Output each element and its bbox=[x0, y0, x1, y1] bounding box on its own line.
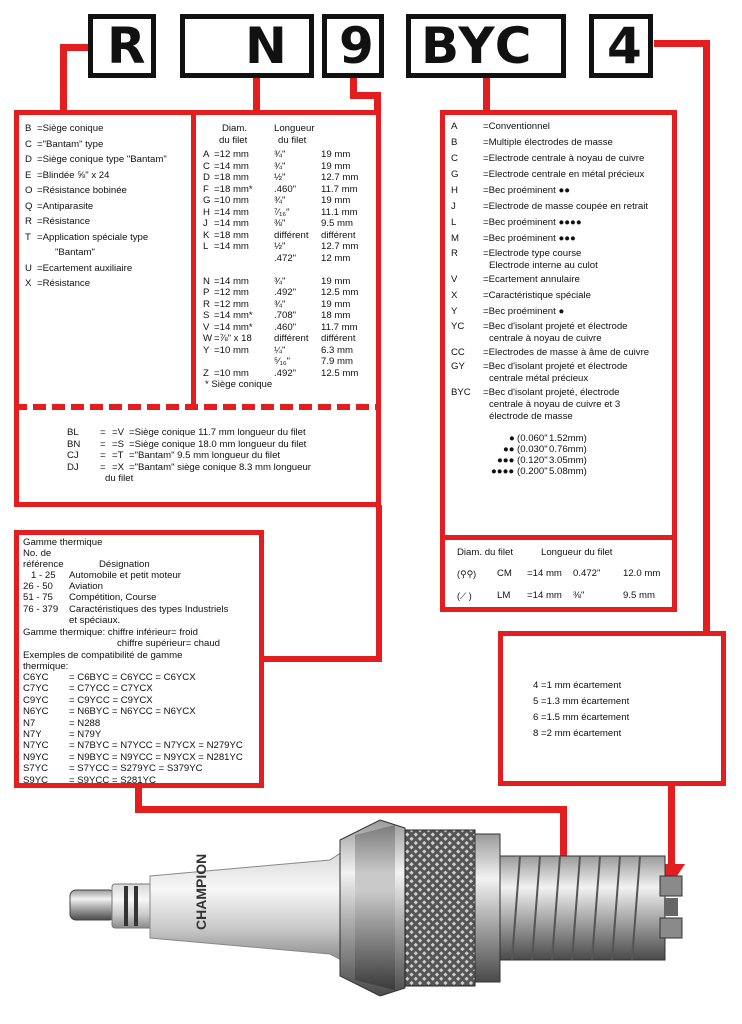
thread-row-code: Z bbox=[203, 367, 209, 379]
seat-type-key: X bbox=[25, 278, 32, 289]
bantam-eq: = bbox=[100, 461, 106, 473]
thread-row-code: F bbox=[203, 183, 209, 195]
electrode-key: A bbox=[451, 121, 458, 132]
thread-row-code: J bbox=[203, 218, 208, 229]
bantam-code: DJ bbox=[67, 461, 79, 473]
gap-item: 5 =1.3 mm écartement bbox=[533, 696, 630, 707]
heat-range-designation: Caractéristiques des types Industriels bbox=[69, 603, 229, 615]
thread-row-inch: ½" bbox=[274, 241, 286, 252]
electrode-value: centrale à noyau de cuivre bbox=[489, 333, 602, 344]
thread-row-diam: =12 mm bbox=[214, 287, 249, 298]
heat-compat-equiv: = N6BYC = N6YCC = N6YCX bbox=[69, 706, 196, 718]
projection-dots: ●●●● bbox=[491, 466, 515, 477]
electrode-key: GY bbox=[451, 361, 465, 372]
thread-row-code: W bbox=[203, 333, 213, 344]
thread-row-inch: ⁷⁄₁₆" bbox=[274, 206, 290, 218]
heat-compat-equiv: = N79Y bbox=[69, 729, 102, 740]
gap-item: 4 =1 mm écartement bbox=[533, 680, 622, 691]
electrode-value: =Multiple électrodes de masse bbox=[483, 137, 613, 148]
thread-row-inch: ⁵⁄₁₆" bbox=[274, 356, 291, 367]
projection-dots: ●●● bbox=[497, 455, 515, 466]
projection-dots: ● bbox=[509, 433, 515, 444]
heat-range-numbers: 26 - 50 bbox=[23, 581, 53, 593]
heat-ref-label: référence bbox=[23, 559, 64, 570]
electrode-key: X bbox=[451, 290, 458, 301]
heat-title: Gamme thermique bbox=[23, 537, 103, 548]
heat-compat-equiv: = N9BYC = N9YCC = N9YCX = N281YC bbox=[69, 751, 243, 763]
seat-type-key: T bbox=[25, 231, 31, 243]
projection-inch: (0.120" bbox=[517, 455, 548, 466]
thread-header: Longueur bbox=[274, 123, 315, 134]
heat-compat-title: thermique: bbox=[23, 661, 69, 672]
seat-type-key: B bbox=[25, 123, 32, 134]
thread-row-inch: ¾" bbox=[274, 298, 286, 310]
thread-row-code: V bbox=[203, 321, 210, 333]
projection-mm: 3.05mm) bbox=[549, 455, 587, 466]
heat-range-panel bbox=[14, 530, 264, 788]
thread-row-inch: .472" bbox=[274, 252, 297, 264]
heat-compat-equiv: = S9YCC = S281YC bbox=[69, 774, 156, 786]
electrode-value: centrale à noyau de cuivre et 3 bbox=[489, 399, 621, 410]
seat-type-value: =Résistance bbox=[37, 216, 91, 227]
thread-row-diam: =10 mm bbox=[214, 367, 249, 379]
thread-row-mm: 19 mm bbox=[321, 160, 351, 172]
heat-compat-equiv: = N7BYC = N7YCC = N7YCX = N279YC bbox=[69, 740, 243, 752]
bantam-description: =Siège conique 18.0 mm longueur du filet bbox=[129, 438, 307, 450]
thread-row-diam: =⅞" x 18 bbox=[214, 333, 252, 344]
seat-type-value: =Antiparasite bbox=[37, 200, 94, 212]
projection-inch: (0.200" bbox=[517, 466, 548, 477]
electrode-key: CC bbox=[451, 347, 465, 358]
thread-row-diam: =10 mm bbox=[214, 195, 249, 206]
heat-compat-equiv: = C6BYC = C6YCC = C6YCX bbox=[69, 672, 196, 683]
thread-row-code: C bbox=[203, 160, 210, 172]
seat-type-key: E bbox=[25, 169, 32, 181]
electrode-value: =Bec proéminent ●●●● bbox=[483, 217, 582, 228]
thread-row-mm: 12.5 mm bbox=[321, 367, 359, 379]
electrode-key: B bbox=[451, 137, 458, 148]
thread-row-code: G bbox=[203, 195, 211, 206]
seat-type-value: =Siège conique type "Bantam" bbox=[37, 154, 167, 165]
thread-footnote: * Siège conique bbox=[205, 379, 273, 390]
heat-range-designation: Automobile et petit moteur bbox=[69, 570, 181, 581]
thread-row-inch: ¾" bbox=[274, 149, 286, 160]
electrode-key: C bbox=[451, 153, 458, 164]
heat-note: chiffre supérieur= chaud bbox=[117, 638, 221, 649]
thread-row-code: R bbox=[203, 298, 210, 310]
thread-row-mm: 12.5 mm bbox=[321, 287, 359, 298]
heat-range-designation: Compétition, Course bbox=[69, 592, 157, 604]
thread-row-code: D bbox=[203, 172, 210, 183]
heat-range-designation: et spéciaux. bbox=[69, 614, 121, 626]
projection-dots: ●● bbox=[503, 444, 515, 455]
thread-row-mm: 6.3 mm bbox=[321, 344, 353, 356]
thread-row-diam: =14 mm bbox=[214, 206, 249, 218]
thread-row-diam: =12 mm bbox=[214, 149, 249, 160]
seat-type-value: =Ecartement auxiliaire bbox=[37, 262, 133, 274]
heat-compat-ref: N9YC bbox=[23, 751, 49, 763]
moto-diam: =14 mm bbox=[527, 590, 562, 601]
thread-row-inch: ¼" bbox=[274, 344, 286, 356]
bantam-panel bbox=[14, 405, 381, 507]
code-box-gap bbox=[589, 14, 653, 78]
seat-type-value: =Blindée ⅝" x 24 bbox=[37, 169, 110, 181]
seat-type-key: U bbox=[25, 262, 32, 274]
thread-row-inch: .492" bbox=[274, 287, 297, 298]
thread-row-code: Y bbox=[203, 344, 210, 356]
thread-row-diam: =14 mm* bbox=[214, 310, 253, 321]
projection-inch: (0.060" bbox=[517, 433, 548, 444]
code-box-electrode bbox=[406, 14, 566, 78]
electrode-value: électrode de masse bbox=[489, 411, 573, 422]
electrode-value: =Conventionnel bbox=[483, 121, 550, 132]
electrode-value: centrale métal précieux bbox=[489, 373, 589, 384]
thread-row-diam: =10 mm bbox=[214, 344, 249, 356]
code-box-heat bbox=[322, 14, 384, 78]
heat-compat-title: Exemples de compatibilité de gamme bbox=[23, 650, 183, 661]
thread-row-inch: ¾" bbox=[274, 275, 286, 287]
thread-row-mm: 19 mm bbox=[321, 149, 351, 160]
heat-compat-ref: N6YC bbox=[23, 706, 49, 718]
seat-type-key: Q bbox=[25, 200, 33, 212]
heat-compat-ref: C6YC bbox=[23, 672, 49, 683]
projection-inch: (0.030" bbox=[517, 444, 548, 455]
thread-row-code: S bbox=[203, 310, 210, 321]
electrode-value: =Ecartement annulaire bbox=[483, 274, 580, 285]
thread-row-mm: 19 mm bbox=[321, 275, 351, 287]
thread-row-diam: =14 mm* bbox=[214, 321, 253, 333]
thread-row-inch: ¾" bbox=[274, 195, 286, 206]
electrode-key: Y bbox=[451, 306, 458, 317]
heat-designation-label: Désignation bbox=[99, 559, 150, 570]
bantam-eq: = bbox=[100, 427, 106, 438]
moto-header: Longueur du filet bbox=[541, 547, 613, 558]
thread-row-mm: différent bbox=[321, 333, 356, 344]
electrode-key: G bbox=[451, 169, 459, 180]
electrode-value: =Electrode centrale en métal précieux bbox=[483, 169, 645, 180]
thread-row-inch: .460" bbox=[274, 183, 297, 195]
thread-row-inch: ¾" bbox=[274, 160, 286, 172]
bantam-alias: =T bbox=[112, 450, 124, 462]
electrode-value: =Electrode type course bbox=[483, 248, 582, 259]
thread-row-inch: .708" bbox=[274, 310, 297, 321]
heat-compat-ref: N7 bbox=[23, 717, 36, 729]
electrode-key: BYC bbox=[451, 387, 471, 398]
bantam-code: BN bbox=[67, 438, 81, 450]
moto-mm: 9.5 mm bbox=[623, 590, 655, 601]
code-box-seat bbox=[88, 14, 156, 78]
heat-compat-equiv: = C9YCC = C9YCX bbox=[69, 694, 153, 706]
bantam-alias: =X bbox=[112, 461, 125, 473]
electrode-key: J bbox=[451, 201, 456, 212]
seat-type-key: D bbox=[25, 154, 32, 165]
heat-note: Gamme thermique: chiffre inférieur= froid bbox=[23, 627, 198, 638]
electrode-key: H bbox=[451, 185, 458, 196]
moto-code: LM bbox=[497, 590, 511, 601]
thread-row-mm: 7.9 mm bbox=[321, 356, 353, 367]
thread-row-mm: 19 mm bbox=[321, 195, 351, 206]
thread-header: du filet bbox=[219, 135, 248, 146]
electrode-value: =Bec d'isolant projeté et électrode bbox=[483, 361, 628, 372]
code-box-thread bbox=[180, 14, 314, 78]
thread-row-mm: 11.7 mm bbox=[321, 321, 358, 333]
thread-row-code: N bbox=[203, 275, 210, 287]
thread-row-code: P bbox=[203, 287, 210, 298]
thread-row-code: K bbox=[203, 229, 210, 241]
seat-type-value: =Siège conique bbox=[37, 123, 104, 134]
projection-mm: 0.76mm) bbox=[549, 444, 587, 455]
thread-row-mm: 18 mm bbox=[321, 310, 351, 321]
moto-mm: 12.0 mm bbox=[623, 568, 661, 579]
thread-row-diam: =18 mm* bbox=[214, 183, 253, 195]
seat-thread-panel bbox=[14, 110, 381, 413]
seat-type-value: =Résistance bobinée bbox=[37, 185, 127, 196]
electrode-key: M bbox=[451, 233, 459, 244]
electrode-value: =Bec proéminent ●●● bbox=[483, 233, 576, 244]
thread-row-diam: =14 mm bbox=[214, 241, 249, 252]
electrode-key: L bbox=[451, 217, 457, 228]
electrode-value: =Bec proéminent ● bbox=[483, 306, 565, 317]
thread-row-diam: =18 mm bbox=[214, 229, 249, 241]
electrode-panel bbox=[440, 110, 677, 612]
plug-brand: CHAMPION bbox=[193, 853, 209, 930]
thread-row-mm: 12 mm bbox=[321, 252, 351, 264]
seat-type-value: =Application spéciale type bbox=[37, 231, 149, 243]
electrode-value: =Electrode centrale à noyau de cuivre bbox=[483, 153, 645, 164]
seat-type-value: "Bantam" bbox=[55, 247, 95, 258]
code-letter-heat: 9 bbox=[339, 17, 376, 75]
code-letter-electrode: BYC bbox=[421, 17, 534, 75]
bantam-code: CJ bbox=[67, 450, 79, 462]
gap-panel bbox=[498, 631, 726, 786]
moto-header: Diam. du filet bbox=[457, 547, 513, 558]
thread-row-mm: 12.7 mm bbox=[321, 172, 359, 183]
heat-compat-ref: C7YC bbox=[23, 683, 49, 695]
code-letter-thread: N bbox=[245, 17, 289, 75]
thread-row-inch: différent bbox=[274, 333, 309, 344]
moto-inch: 0.472" bbox=[573, 568, 601, 579]
thread-row-mm: différent bbox=[321, 229, 356, 241]
code-letter-gap: 4 bbox=[607, 17, 644, 75]
heat-range-numbers: 51 - 75 bbox=[23, 592, 53, 604]
thread-row-diam: =14 mm bbox=[214, 218, 249, 229]
electrode-key: V bbox=[451, 274, 458, 285]
electrode-value: =Bec d'isolant projeté, électrode bbox=[483, 387, 620, 398]
thread-row-mm: 9.5 mm bbox=[321, 218, 353, 229]
heat-ref-label: No. de bbox=[23, 548, 52, 559]
bantam-alias: =S bbox=[112, 438, 125, 450]
bantam-description: ="Bantam" siège conique 8.3 mm longueur bbox=[129, 461, 312, 473]
gap-item: 6 =1.5 mm écartement bbox=[533, 712, 630, 723]
bantam-description: =Siège conique 11.7 mm longueur du filet bbox=[129, 427, 306, 438]
thread-row-inch: .492" bbox=[274, 367, 297, 379]
electrode-value: Electrode interne au culot bbox=[489, 260, 598, 271]
seat-type-key: R bbox=[25, 216, 32, 227]
heat-compat-equiv: = N288 bbox=[69, 717, 101, 729]
thread-row-code: A bbox=[203, 149, 210, 160]
heat-compat-ref: S9YC bbox=[23, 774, 49, 786]
gap-item: 8 =2 mm écartement bbox=[533, 728, 622, 739]
electrode-value: =Electrodes de masse à âme de cuivre bbox=[483, 347, 650, 358]
projection-mm: 1.52mm) bbox=[549, 433, 587, 444]
heat-compat-equiv: = S7YCC = S279YC = S379YC bbox=[69, 763, 203, 775]
moto-icon: (⚲⚲) bbox=[457, 569, 477, 579]
thread-row-inch: différent bbox=[274, 229, 309, 241]
thread-row-mm: 12.7 mm bbox=[321, 241, 359, 252]
seat-type-key: O bbox=[25, 185, 33, 196]
bantam-description: du filet bbox=[105, 473, 134, 485]
seat-type-value: =Résistance bbox=[37, 278, 91, 289]
thread-row-code: H bbox=[203, 206, 210, 218]
bantam-eq: = bbox=[100, 450, 106, 462]
bantam-description: ="Bantam" 9.5 mm longueur du filet bbox=[129, 450, 281, 462]
bantam-alias: =V bbox=[112, 427, 125, 438]
code-letter-seat: R bbox=[107, 17, 148, 75]
moto-icon: (⟋ ) bbox=[457, 591, 472, 601]
electrode-value: =Electrode de masse coupée en retrait bbox=[483, 201, 649, 212]
thread-row-diam: =18 mm bbox=[214, 172, 249, 183]
spark-plug-illustration bbox=[0, 790, 742, 1024]
moto-code: CM bbox=[497, 568, 512, 579]
electrode-value: =Caractéristique spéciale bbox=[483, 290, 591, 301]
thread-row-inch: ½" bbox=[274, 172, 286, 183]
electrode-key: R bbox=[451, 248, 458, 259]
heat-compat-ref: N7Y bbox=[23, 729, 42, 740]
electrode-value: =Bec proéminent ●● bbox=[483, 185, 571, 196]
bantam-eq: = bbox=[100, 438, 106, 450]
thread-header: du filet bbox=[278, 135, 307, 146]
thread-row-diam: =14 mm bbox=[214, 160, 249, 172]
moto-inch: ⅜" bbox=[573, 590, 585, 601]
projection-mm: 5.08mm) bbox=[549, 466, 587, 477]
dashed-divider bbox=[14, 403, 381, 411]
bantam-code: BL bbox=[67, 427, 79, 438]
electrode-value: =Bec d'isolant projeté et électrode bbox=[483, 321, 628, 332]
thread-header: Diam. bbox=[222, 123, 248, 134]
heat-compat-equiv: = C7YCC = C7YCX bbox=[69, 683, 153, 695]
electrode-key: YC bbox=[451, 321, 465, 332]
moto-diam: =14 mm bbox=[527, 568, 562, 579]
seat-type-key: C bbox=[25, 138, 32, 150]
heat-compat-ref: N7YC bbox=[23, 740, 49, 752]
heat-compat-ref: S7YC bbox=[23, 763, 49, 775]
thread-row-mm: 11.1 mm bbox=[321, 206, 358, 218]
heat-compat-ref: C9YC bbox=[23, 694, 49, 706]
thread-row-inch: ⅜" bbox=[274, 218, 286, 229]
seat-type-value: ="Bantam" type bbox=[37, 138, 104, 150]
heat-range-numbers: 1 - 25 bbox=[31, 570, 56, 581]
thread-row-mm: 19 mm bbox=[321, 298, 351, 310]
thread-row-inch: .460" bbox=[274, 321, 297, 333]
heat-range-numbers: 76 - 379 bbox=[23, 603, 59, 615]
thread-row-mm: 11.7 mm bbox=[321, 183, 358, 195]
thread-row-code: L bbox=[203, 241, 209, 252]
thread-row-diam: =12 mm bbox=[214, 298, 249, 310]
thread-row-diam: =14 mm bbox=[214, 275, 249, 287]
heat-range-designation: Aviation bbox=[69, 581, 103, 593]
